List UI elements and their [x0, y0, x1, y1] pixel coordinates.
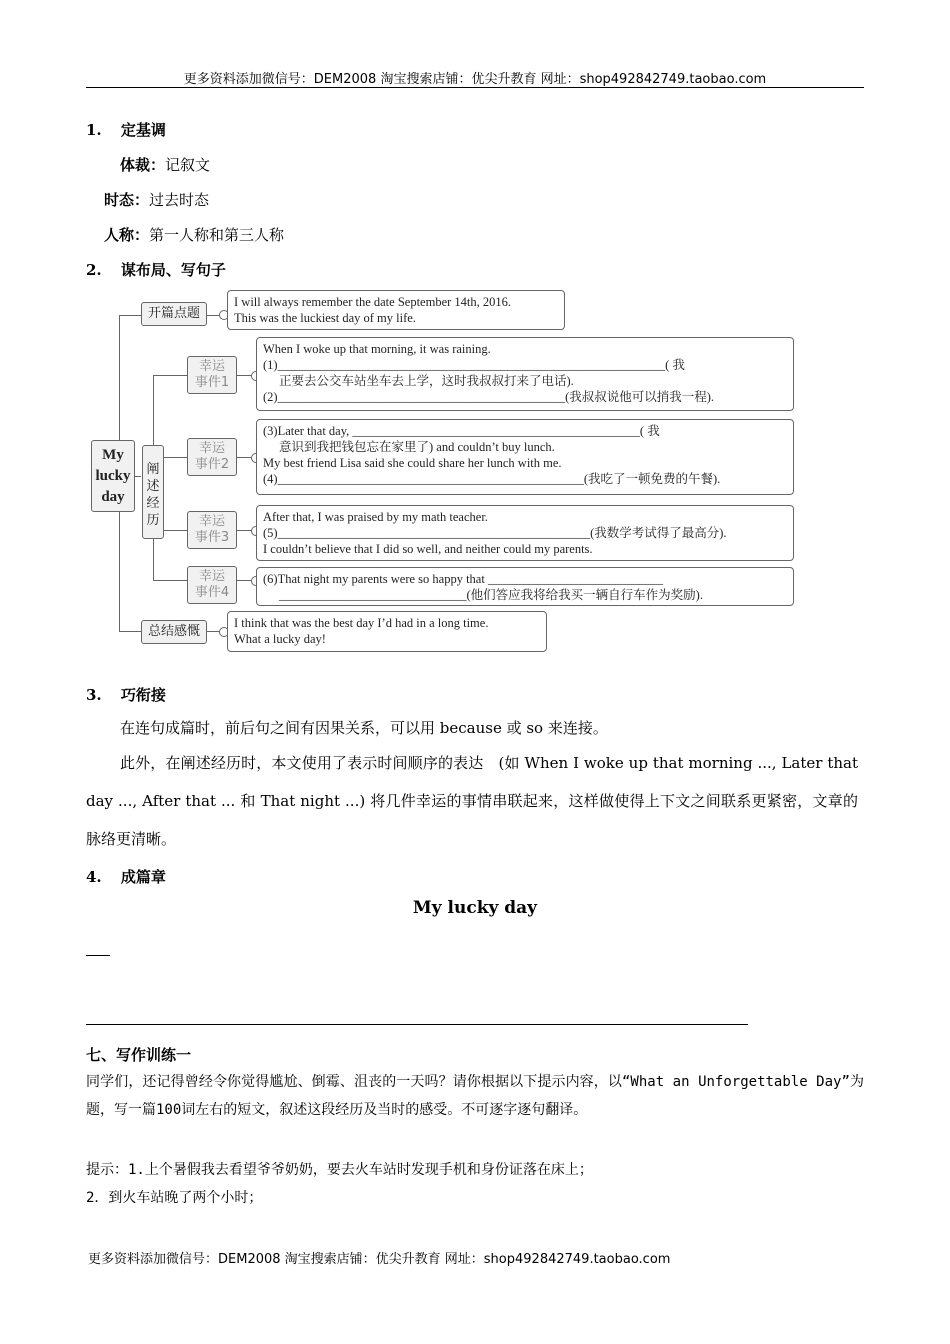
section-number: 4. — [86, 868, 102, 886]
event4-label — [187, 566, 237, 604]
event2-label — [187, 438, 237, 476]
box-line: What a lucky day! — [234, 632, 326, 646]
tense-label: 时态： — [104, 191, 150, 209]
s3-paragraph-2: 此外，在阐述经历时，本文使用了表示时间顺序的表达 (如 When I woke up that morning ..., Later that day ..., After that ... 和 That night ...) 将几件幸运的事情串联起来，这样做使得上下文之间联系更紧密，文章的脉络更清晰。 — [86, 754, 858, 848]
header-rule — [86, 87, 864, 88]
box-line: 意识到我把钱包忘在家里了) and couldn’t buy lunch. — [279, 440, 555, 454]
box-line: My best friend Lisa said she could share her lunch with me. — [263, 456, 562, 470]
box-line: (3)Later that day, ______________________________________________( 我 — [263, 424, 660, 438]
writing-line — [86, 1024, 748, 1025]
box-line: (4)_________________________________________________(我吃了一顿免费的午餐). — [263, 472, 721, 486]
event4-box — [256, 567, 794, 606]
summary-box — [227, 611, 547, 652]
hint-2: 2．到火车站晚了两个小时； — [86, 1190, 263, 1206]
section-number: 2. — [86, 261, 102, 279]
section-7-heading: 七、写作训练一 — [86, 1046, 192, 1064]
box-line: This was the luckiest day of my life. — [234, 311, 416, 325]
section-title: 成篇章 — [120, 868, 166, 886]
label-line: 事件2 — [194, 457, 230, 472]
writing-prompt: 同学们，还记得曾经令你觉得尴尬、倒霉、沮丧的一天吗？请你根据以下提示内容，以“What an Unforgettable Day”为题，写一篇100词左右的短文，叙述这段经历及当时的感受。不可逐字逐句翻译。 — [86, 1074, 864, 1118]
box-line: I will always remember the date September 14th, 2016. — [234, 295, 512, 309]
center-word: My — [102, 447, 124, 463]
tense-line — [104, 189, 209, 210]
label-line: 事件4 — [194, 585, 230, 600]
tense-value: 过去时态 — [149, 191, 210, 209]
center-word: lucky — [95, 468, 131, 484]
label-line: 事件1 — [194, 375, 230, 390]
box-line: (2)______________________________________________(我叔叔说他可以捎我一程). — [263, 390, 715, 404]
section-1-heading — [86, 119, 166, 140]
section-title: 巧衔接 — [120, 686, 166, 704]
label-line: 幸运 — [198, 441, 225, 456]
connector — [153, 580, 187, 581]
opening-box — [227, 290, 565, 330]
box-line: (5)__________________________________________________(我数学考试得了最高分). — [263, 526, 727, 540]
connector — [153, 375, 187, 376]
connector — [119, 315, 141, 316]
label-line: 幸运 — [198, 359, 225, 374]
label-line: 幸运 — [198, 514, 225, 529]
page-footer: 更多资料添加微信号：DEM2008 淘宝搜索店铺：优尖升教育 网址：shop492842749.taobao.com — [88, 1252, 671, 1267]
event1-box — [256, 337, 794, 411]
section-title: 谋布局、写句子 — [120, 261, 226, 279]
box-line: (1)______________________________________________________________( 我 — [263, 358, 685, 372]
label-line: 幸运 — [198, 569, 225, 584]
genre-line — [120, 154, 210, 175]
box-line: ______________________________(他们答应我将给我买一辆自行车作为奖励). — [279, 588, 703, 602]
summary-label: 总结感慨 — [141, 620, 207, 644]
person-label: 人称： — [104, 226, 150, 244]
section-number: 1. — [86, 121, 102, 139]
box-line: I couldn’t believe that I did so well, and neither could my parents. — [263, 542, 593, 556]
connector — [119, 631, 141, 632]
section-number: 3. — [86, 686, 102, 704]
event1-label — [187, 356, 237, 394]
box-line: I think that was the best day I’d had in a long time. — [234, 616, 489, 630]
page-header: 更多资料添加微信号：DEM2008 淘宝搜索店铺：优尖升教育 网址：shop492842749.taobao.com — [183, 72, 767, 87]
section-3-heading — [86, 684, 166, 705]
s3-paragraph-1: 在连句成篇时，前后句之间有因果关系，可以用 because 或 so 来连接。 — [120, 719, 608, 737]
genre-label: 体裁： — [120, 156, 166, 174]
hint-1: 提示：1.上个暑假我去看望爷爷奶奶，要去火车站时发现手机和身份证落在床上； — [86, 1162, 593, 1178]
box-line: When I woke up that morning, it was raining. — [263, 342, 491, 356]
event3-label — [187, 511, 237, 549]
genre-value: 记叙文 — [165, 156, 211, 174]
section-4-heading — [86, 866, 166, 887]
section-title: 定基调 — [120, 121, 166, 139]
label-line: 事件3 — [194, 530, 230, 545]
opening-label: 开篇点题 — [141, 302, 207, 326]
person-value: 第一人称和第三人称 — [149, 226, 285, 244]
event2-box — [256, 419, 794, 495]
essay-title: My lucky day — [412, 898, 538, 918]
center-word: day — [101, 489, 125, 505]
writing-line-short — [86, 955, 110, 956]
section-2-heading — [86, 259, 226, 280]
center-node — [91, 440, 135, 512]
person-line — [104, 224, 284, 245]
describe-node: 阐述经历 — [142, 445, 164, 539]
box-line: 正要去公交车站坐车去上学，这时我叔叔打来了电话). — [279, 374, 574, 388]
box-line: After that, I was praised by my math teacher. — [263, 510, 488, 524]
box-line: (6)That night my parents were so happy that ____________________________ — [263, 572, 663, 586]
event3-box — [256, 505, 794, 561]
